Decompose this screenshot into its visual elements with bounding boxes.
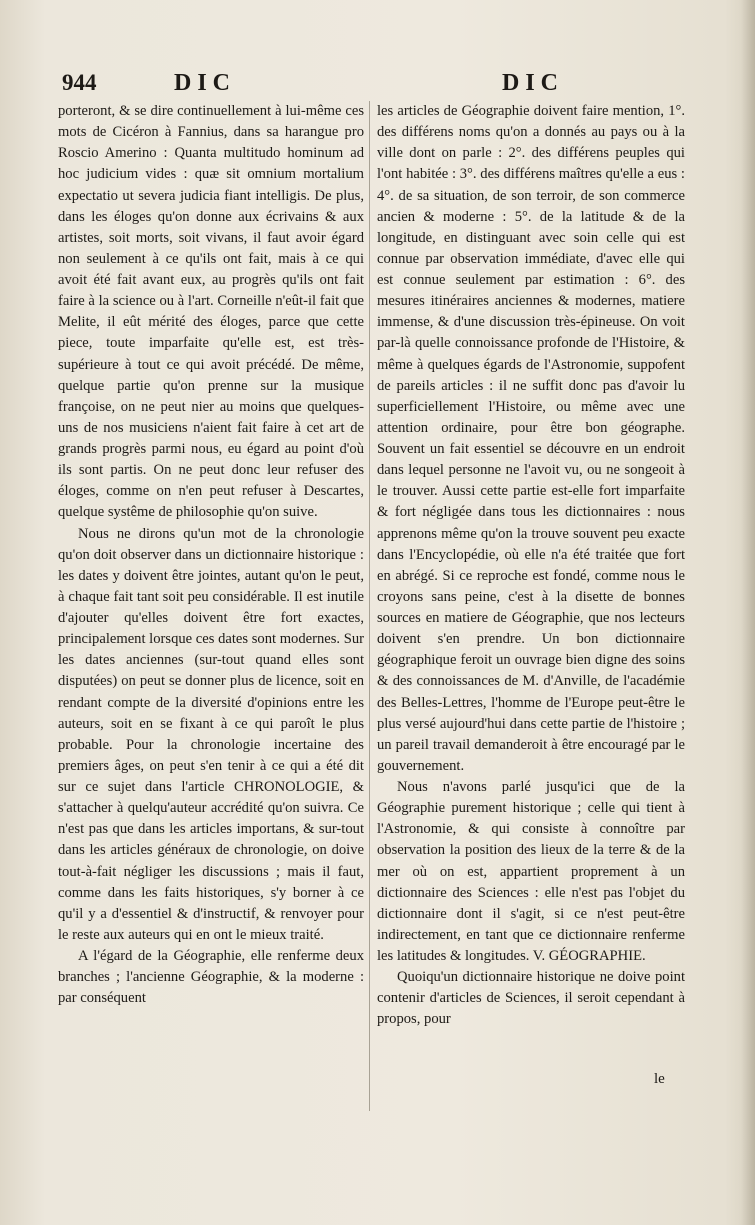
page-header xyxy=(62,70,682,104)
running-head-right: DIC xyxy=(502,70,565,96)
paragraph: Quoiqu'un dictionnaire historique ne doive point contenir d'articles de Sciences, il seroit cependant à propos, pour xyxy=(377,969,685,1028)
page-number: 944 xyxy=(62,70,97,95)
catchword: le xyxy=(654,1071,665,1087)
left-column xyxy=(58,101,364,1009)
page-edge-shadow xyxy=(741,0,755,1225)
running-head-left: DIC xyxy=(174,70,237,96)
paragraph: porteront, & se dire continuellement à lui-même ces mots de Cicéron à Fannius, dans sa harangue pro Roscio Amerino : Quanta multitudo hominum ad hoc judicium vides : quæ sit omnium mortalium expectatio ut severa judicia fiant intelligis. De plus, dans les éloges qu'on donne aux écrivains & aux artistes, soit morts, soit vivans, il faut avoir égard non seulement à ce qu'ils ont fait, mais à ce qui avoit été fait avant eux, au progrès qu'ils ont fait faire à la science ou à l'art. Corneille n'eût-il fait que Melite, il eût mérité des éloges, parce que cette piece, toute imparfaite qu'elle est, est très-supérieure à tout ce qui avoit précédé. De même, quelque partie qu'on prenne sur la musique françoise, on ne peut nier au moins que quelques-uns de nos musiciens n'aient fait faire à cet art de grands progrès parmi nous, eu égard au point d'où ils sont partis. On ne peut donc leur refuser des éloges, comme on n'en peut refuser à Descartes, quelque systême de philosophie qu'on suive. xyxy=(58,103,364,521)
right-column xyxy=(377,101,685,1031)
column-divider xyxy=(369,101,370,1111)
paragraph: Nous ne dirons qu'un mot de la chronologie qu'on doit observer dans un dictionnaire historique : les dates y doivent être jointes, autant qu'on le peut, à chaque fait tant soit peu considérable. Il est inutile d'ajouter qu'elles doivent être fort exactes, principalement lorsque ces dates sont modernes. Sur les dates anciennes (sur-tout quand elles sont disputées) on peut se donner plus de licence, soit en rendant compte de la diversité d'opinions entre les auteurs, soit en se fixant à ce qui paroît le plus probable. Pour la chronologie incertaine des premiers âges, on peut s'en tenir à ce qui a été dit sur ce sujet dans l'article CHRONOLOGIE, & s'attacher à quelqu'auteur accrédité qu'on suivra. Ce n'est pas que dans les articles importans, & sur-tout dans les articles généraux de chronologie, on doive tout-à-fait négliger les discussions ; mais il faut, comme dans les faits historiques, s'y borner à ce qu'il y a d'essentiel & d'instructif, & renvoyer pour le reste aux auteurs qui en ont le mieux traité. xyxy=(58,525,364,943)
paragraph: A l'égard de la Géographie, elle renferme deux branches ; l'ancienne Géographie, & la moderne : par conséquent xyxy=(58,948,364,1007)
paragraph: Nous n'avons parlé jusqu'ici que de la Géographie purement historique ; celle qui tient à l'Astronomie, & qui consiste à connoître par observation la position des lieux de la terre & de la mer où on est, appartient proprement à un dictionnaire des Sciences : elle n'est pas l'objet du dictionnaire dont il s'agit, si ce n'est peut-être indirectement, en tant que ce dictionnaire renferme les latitudes & longitudes. V. GÉOGRAPHIE. xyxy=(377,779,685,964)
paragraph: les articles de Géographie doivent faire mention, 1°. des différens noms qu'on a donnés au pays ou à la ville dont on parle : 2°. des différens peuples qui l'ont habitée : 3°. des différens maîtres qu'elle a eus : 4°. de sa situation, de son terroir, de son commerce ancien & moderne : 5°. de la latitude & de la longitude, en distinguant avec soin celle qui est connue par observation immédiate, d'avec elle qui est connue seulement par estimation : 6°. des mesures itinéraires anciennes & modernes, matiere immense, & d'une discussion très-épineuse. On voit par-là quelle connoissance profonde de l'Histoire, & même à quelques égards de l'Astronomie, suppofent de pareils articles : il ne suffit donc pas d'avoir lu superficiellement l'Histoire, ou même avec une attention ordinaire, pour être bon géographe. Souvent un fait essentiel se découvre en un endroit dans lequel personne ne l'avoit vu, ou ne songeoit à le trouver. Aussi cette partie est-elle fort imparfaite & fort négligée dans tous les dictionnaires : nous apprenons même qu'on la trouve souvent peu exacte dans l'Encyclopédie, où elle n'a été traitée que fort en abrégé. Si ce reproche est fondé, comme nous le croyons sans peine, c'est à la disette de bonnes sources en matiere de Géographie, que nos lecteurs doivent s'en prendre. Un bon dictionnaire géographique feroit un ouvrage bien digne des soins & des connoissances de M. d'Anville, de l'académie des Belles-Lettres, l'homme de l'Europe peut-être le plus versé aujourd'hui dans cette partie de l'histoire ; un pareil travail demanderoit à être encouragé par le gouvernement. xyxy=(377,103,685,774)
